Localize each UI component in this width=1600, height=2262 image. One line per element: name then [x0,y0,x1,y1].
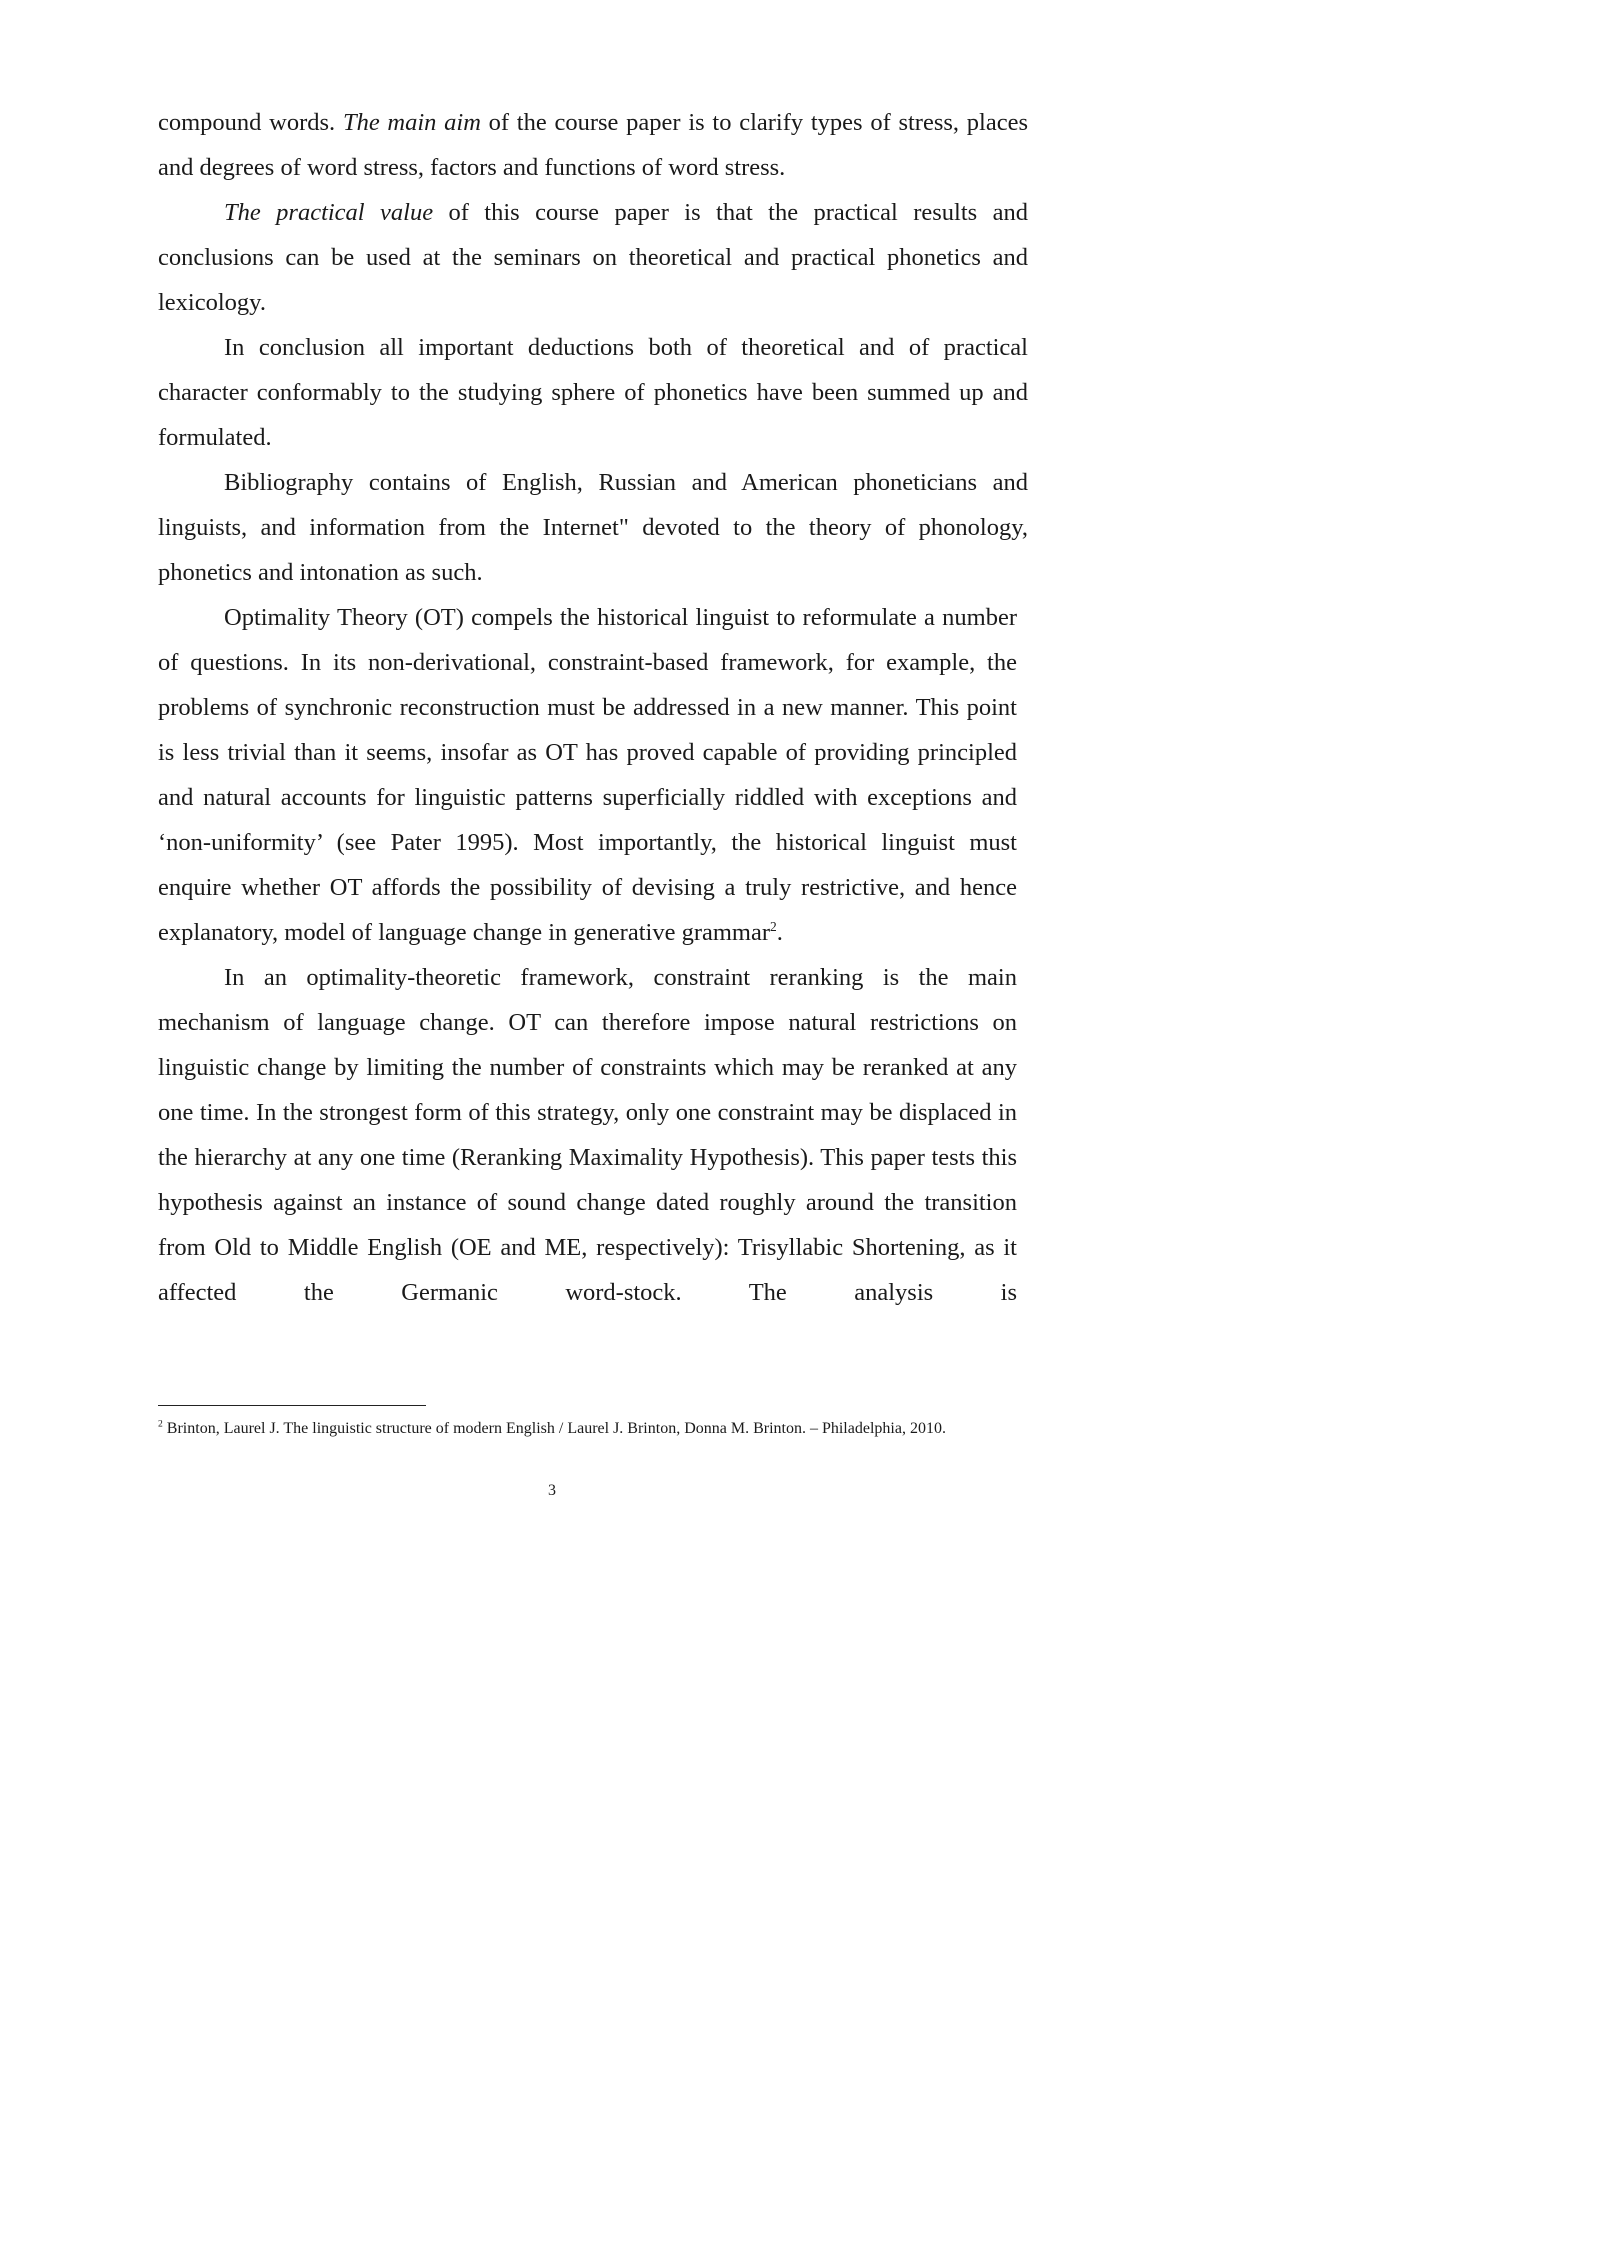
paragraph-text: compound words. [158,109,343,136]
footnote-reference[interactable]: 2 [770,918,777,934]
document-page [0,0,1104,1561]
paragraph-optimality-theory [158,595,1017,955]
footnote-text: Brinton, Laurel J. The linguistic structure of modern English / Laurel J. Brinton, Donna M. Brinton. – Philadelphia, 2010. [162,1420,946,1437]
paragraph-bibliography: Bibliography contains of English, Russian and American phoneticians and linguists, and information from the Internet" devoted to the theory of phonology, phonetics and intonation as such. [158,469,1028,586]
footnote-mark: 2 [158,1418,163,1430]
footnote [158,1418,1030,1440]
footnote-separator [158,1405,426,1406]
italic-term: The main aim [342,109,481,136]
paragraph-text: of this course paper is that the practical results and conclusions can be used at the seminars on theoretical and practical phonetics and lexicology. [158,199,1028,316]
paragraph-main-aim [158,100,1028,190]
paragraph-text: Optimality Theory (OT) compels the historical linguist to reformulate a number of questions. In its non-derivational, constraint-based framework, for example, the problems of synchronic reconstruction must be addressed in a new manner. This point is less trivial than it seems, insofar as OT has proved capable of providing principled and natural accounts for linguistic patterns superficially riddled with exceptions and ‘non-uniformity’ (see Pater 1995). Most importantly, the historical linguist must enquire whether OT affords the possibility of devising a truly restrictive, and hence explanatory, model of language change in generative grammar [158,604,1017,946]
paragraph-text: of the course paper is to clarify types of stress, places and degrees of word stress, factors and functions of word stress. [158,109,1028,181]
paragraph-constraint-reranking: In an optimality-theoretic framework, constraint reranking is the main mechanism of language change. OT can therefore impose natural restrictions on linguistic change by limiting the number of constraints which may be reranked at any one time. In the strongest form of this strategy, only one constraint may be displaced in the hierarchy at any one time (Reranking Maximality Hypothesis). This paper tests this hypothesis against an instance of sound change dated roughly around the transition from Old to Middle English (OE and ME, respectively): Trisyllabic Shortening, as it affected the Germanic word-stock. The analysis is [158,964,1017,1306]
body-text [158,100,1028,1315]
italic-term: The practical value [224,199,434,226]
paragraph-practical-value [158,190,1028,325]
page-number: 3 [548,1482,556,1499]
paragraph-text: . [776,919,783,946]
paragraph-conclusion: In conclusion all important deductions both of theoretical and of practical character conformably to the studying sphere of phonetics have been summed up and formulated. [158,334,1028,451]
